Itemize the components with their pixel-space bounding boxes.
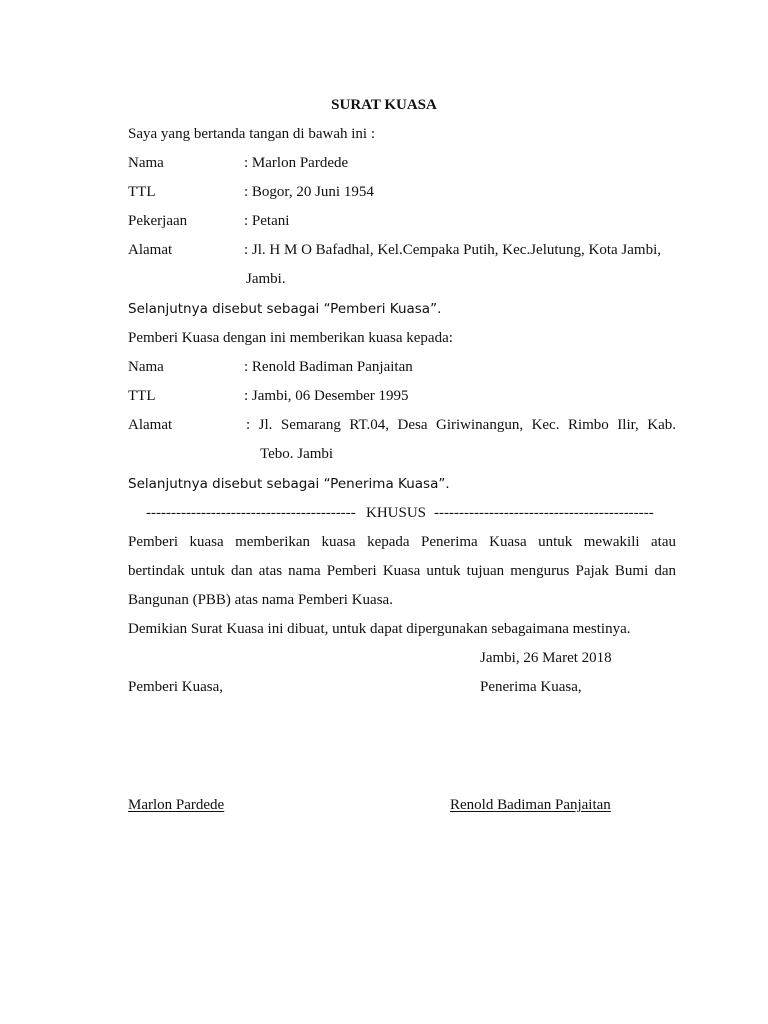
divider-right-dashes: -------------------------------------------- [434, 505, 654, 521]
penerima-alamat-value-line2: Tebo. Jambi [260, 446, 334, 462]
pemberi-role: Pemberi Kuasa, [128, 679, 223, 695]
pemberi-nama-value: : Marlon Pardede [244, 155, 349, 171]
pemberi-ttl-label: TTL [128, 184, 156, 200]
penerima-alamat-value-line1: : Jl. Semarang RT.04, Desa Giriwinangun, Kec. Rimbo Ilir, Kab. [246, 417, 676, 433]
pemberi-selanjutnya: Selanjutnya disebut sebagai “Pemberi Kuasa”. [128, 301, 442, 317]
intro-text: Saya yang bertanda tangan di bawah ini : [128, 126, 376, 142]
pemberi-alamat-label: Alamat [128, 242, 173, 258]
transition-text: Pemberi Kuasa dengan ini memberikan kuasa kepada: [128, 330, 453, 346]
pemberi-signature-name: Marlon Pardede [128, 797, 225, 813]
penerima-ttl-label: TTL [128, 388, 156, 404]
divider-label: KHUSUS [366, 505, 427, 521]
pemberi-nama-label: Nama [128, 155, 164, 171]
pemberi-ttl-value: : Bogor, 20 Juni 1954 [244, 184, 374, 200]
document-title: SURAT KUASA [331, 97, 437, 113]
pemberi-alamat-value-line2: Jambi. [246, 271, 286, 287]
body-line-3: Bangunan (PBB) atas nama Pemberi Kuasa. [128, 592, 393, 608]
penerima-role: Penerima Kuasa, [480, 679, 582, 695]
body-line-1: Pemberi kuasa memberikan kuasa kepada Penerima Kuasa untuk mewakili atau [128, 534, 676, 550]
pemberi-pekerjaan-label: Pekerjaan [128, 213, 188, 229]
penerima-alamat-label: Alamat [128, 417, 173, 433]
penerima-selanjutnya: Selanjutnya disebut sebagai “Penerima Kuasa”. [128, 476, 450, 492]
divider-left-dashes: ------------------------------------------ [146, 505, 356, 521]
penerima-nama-label: Nama [128, 359, 164, 375]
closing-text: Demikian Surat Kuasa ini dibuat, untuk dapat dipergunakan sebagaimana mestinya. [128, 621, 631, 637]
place-date: Jambi, 26 Maret 2018 [480, 650, 612, 666]
penerima-nama-value: : Renold Badiman Panjaitan [244, 359, 413, 375]
body-line-2: bertindak untuk dan atas nama Pemberi Kuasa untuk tujuan mengurus Pajak Bumi dan [128, 563, 676, 579]
pemberi-pekerjaan-value: : Petani [244, 213, 290, 229]
penerima-ttl-value: : Jambi, 06 Desember 1995 [244, 388, 409, 404]
pemberi-alamat-value-line1: : Jl. H M O Bafadhal, Kel.Cempaka Putih, Kec.Jelutung, Kota Jambi, [244, 242, 662, 258]
penerima-signature-name: Renold Badiman Panjaitan [450, 797, 611, 813]
